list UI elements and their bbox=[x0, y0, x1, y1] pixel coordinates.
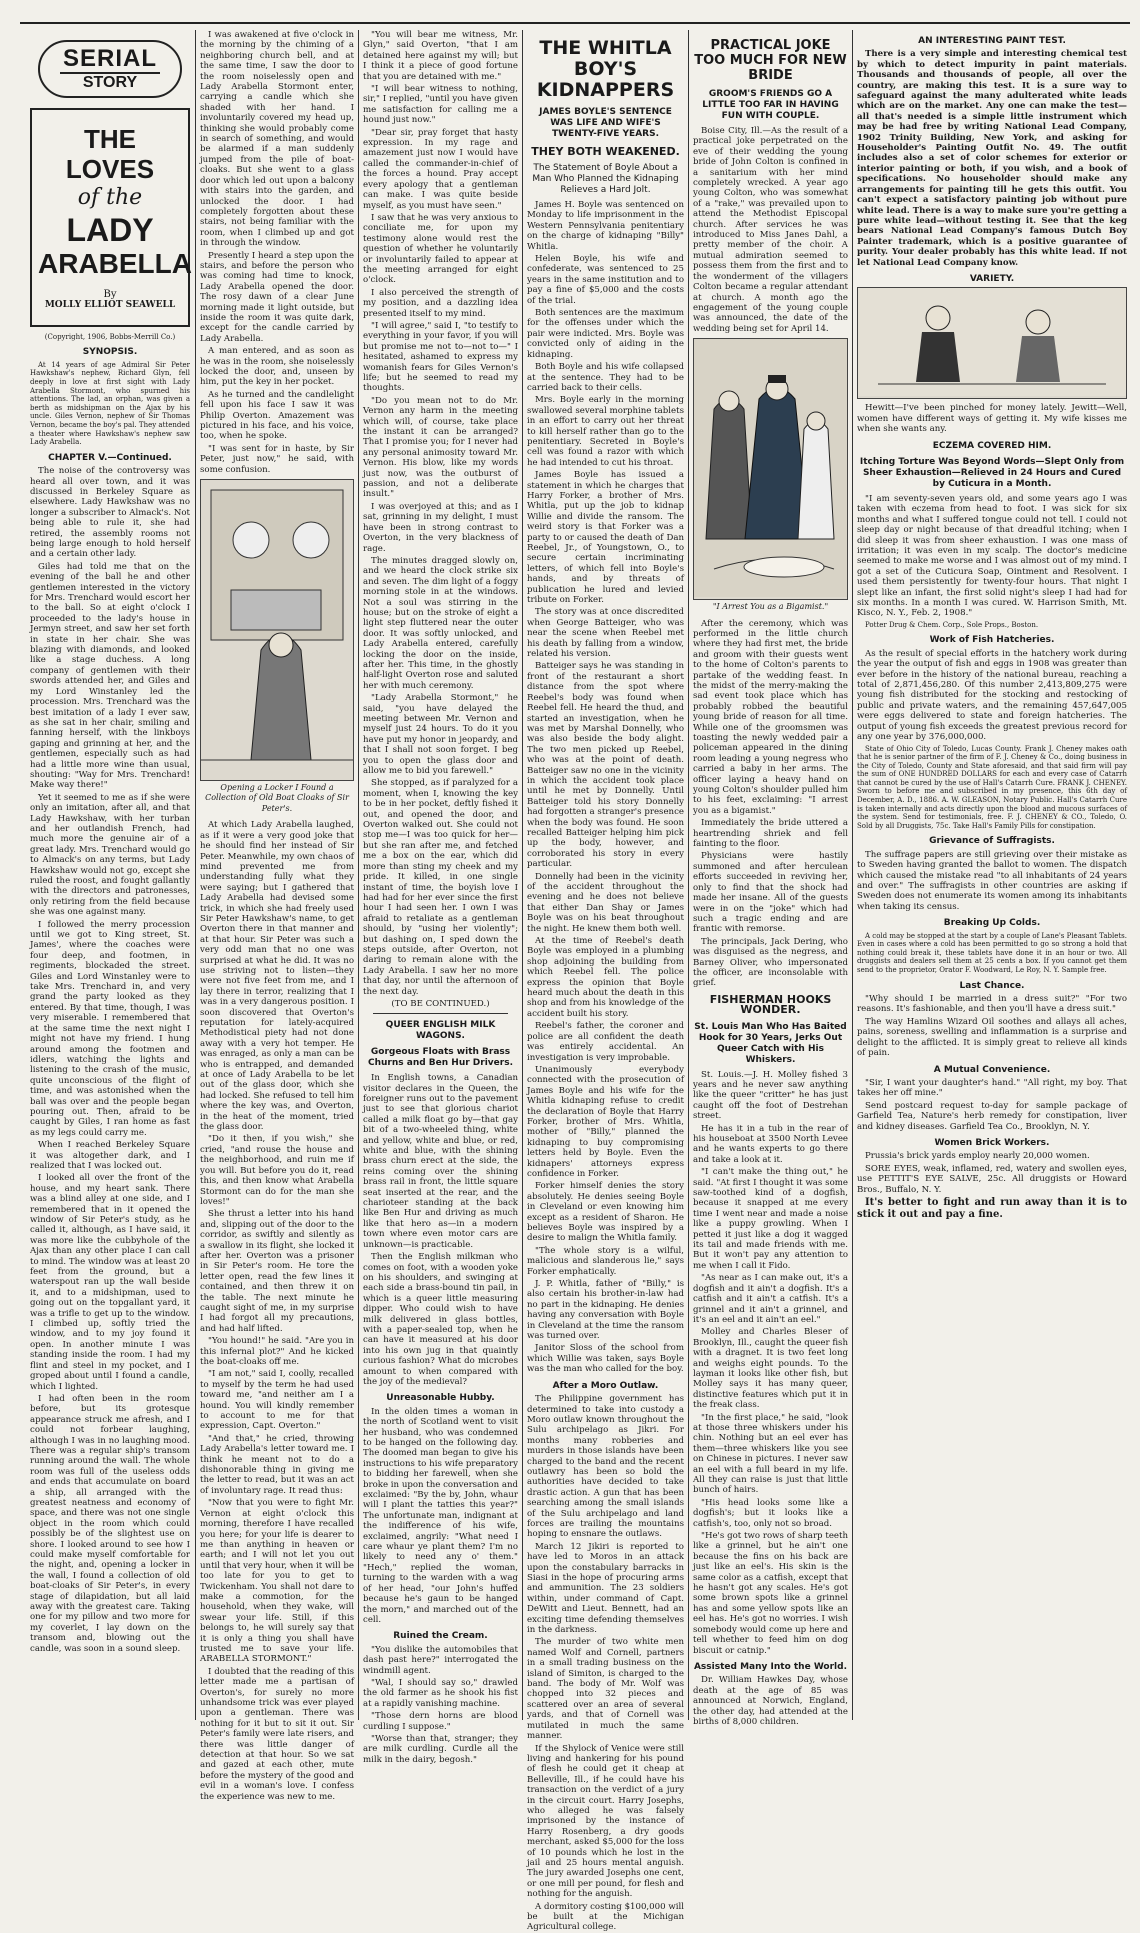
whitla-paragraph: Unanimously everybody connected with the prosecution of James Boyle and his wife for the Whitla kidnaping refuse to credit the declaration of Boyle that Harry Forker, brother of Mrs. Whitla, mother of "Billy," planned the kidnaping to buy compromising letters held by Boyle. Even the kidnapers' attorneys express confidence in Forker. bbox=[527, 1064, 684, 1179]
joke-headline: PRACTICAL JOKE TOO MUCH FOR NEW BRIDE bbox=[694, 38, 847, 83]
column-right bbox=[857, 30, 1127, 1720]
moro-paragraph: The Philippine government has determined to take into custody a Moro outlaw known throughout the Sulu archipelago as Jikri. For months many robberies and murders in those islands have been charged to the band and the recent outlawry has been so bold the authorities have decided to take drastic action. A gun that has been searching among the small islands of the Sulu archipelago and land forces are trailing the mountains hoping to ensnare the outlaws. bbox=[527, 1394, 684, 1540]
whitla-paragraph: Both Boyle and his wife collapsed at the sentence. They had to be carried back to their cells. bbox=[527, 362, 684, 393]
story-paragraph: A man entered, and as soon as he was in the room, she noiselessly locked the door, and, unseen by him, put the key in her pocket. bbox=[200, 346, 354, 388]
story-paragraph: She stopped, as if paralyzed for a moment, when I, knowing the key to be in her pocket, deftly fished it out, and opened the door, and Overton walked out. She could not stop me—I was too quick for her—but she ran after me, and fetched me a box on the ear, which did more than sting my cheek and my pride. It killed, in one single instant of time, the boyish love I had had for her ever since the first hour I had seen her. I own I was afraid to retaliate as a gentleman should, by "using her violently"; but dashing on, I sped down the steps outside, after Overton, not daring to remain alone with the Lady Arabella. I saw her no more that day, nor until the afternoon of the next day. bbox=[363, 778, 518, 997]
story-title-box bbox=[30, 108, 190, 327]
story-by: By bbox=[103, 289, 117, 300]
story-paragraph: Yet it seemed to me as if she were only an imitation, after all, and that Lady Hawkshaw, with her turban and her outlandish French, had much more the genuine air of a great lady. Mrs. Trenchard would go to Almack's on any terms, but Lady Hawkshaw would not go, except she ruled the roost, and fought gallantly with the directors and patronesses, only retiring from the field because she was one against many. bbox=[30, 792, 190, 918]
paint-paragraph: There is a very simple and interesting chemical test by which to detect impurity in paint materials. Thousands and thousands of people, all over the country, are making this test. It is a sure way to safeguard against the many adulterated white leads which are on the market. Any one can make the test—all that's needed is a simple little instrument which may be had free by writing National Lead Company, 1902 Trinity Building, New York, and asking for Householder's Painting Outfit No. 49. The outfit includes also a set of color schemes for exterior or interior painting or both, if you wish, and a book of specifications. No householder should make any arrangements for painting till he gets this outfit. You can't expect a satisfactory painting job without pure white lead. There is a way to make sure you're getting a pure white lead—without testing it. See that the keg bears National Lead Company's famous Dutch Boy Painter trademark, which is a positive guarantee of purity. Your dealer probably has this white lead. If not let National Lead Company know. bbox=[857, 49, 1127, 268]
whitla-subhead3: The Statement of Boyle About a Man Who Planned the Kidnaping Relieves a Hard Jolt. bbox=[532, 163, 679, 195]
synopsis-text: At 14 years of age Admiral Sir Peter Hawkshaw's nephew, Richard Glyn, fell deeply in love at first sight with Lady Arabella Stormont, who spurned his attentions. The lad, an orphan, was given a berth as midshipman on the Ajax by his uncle. Giles Vernon, nephew of Sir Thomas Vernon, became the boy's pal. They attended a theater where Hawkshaw's nephew saw Lady Arabella. bbox=[30, 360, 190, 447]
hubby-paragraph: In the olden times a woman in the north of Scotland went to visit her husband, who was condemned to be hanged on the following day. The doomed man began to give his instructions to his wife preparatory to bidding her farewell, when she broke in upon the conversation and exclaimed: "By the by, John, whaur will I plant the tatties this year?" The unfortunate man, indignant at the indifference of his wife, exclaimed, angrily: "What need I care whaur ye plant them? I'm no likely to need any o' them." "Hech," replied the woman, turning to the warden with a wag of her head, "our John's huffed because he's gaun to be hanged the morn," and marched out of the cell. bbox=[363, 1406, 519, 1625]
story-paragraph: "Now that you were to fight Mr. Vernon at eight o'clock this morning, therefore I have recalled you here; for your life is dearer to me than anything in heaven or earth; and I will not let you out until that very hour, when it will be too late for you to get to Twickenham. You shall not dare to make a commotion, for the household, when they wake, will swear your life. Still, if this belongs to, he will surely say that it is only a thing you shall have trusted me to save your life. ARABELLA STORMONT." bbox=[200, 1498, 354, 1665]
column-serial-2 bbox=[200, 30, 354, 1802]
milk-headline: QUEER ENGLISH MILK WAGONS. bbox=[385, 1020, 496, 1041]
story-title-line1: THE LOVES bbox=[65, 124, 155, 184]
whitla-paragraph: Janitor Sloss of the school from which Willie was taken, says Boyle was the man who called for the boy. bbox=[527, 1343, 684, 1375]
story-paragraph: I followed the merry procession until we got to King street, St. James', where the coaches were four deep, and footmen, in regiments, blockaded the street. Giles and Lord Winstanley were to take Mrs. Trenchard in, and very grand the party looked as they entered. By that time, though, I was very miserable. I remembered that at the same time the next night I might not have my friend. I hung around among the footmen and idlers, watching the lights and listening to the crash of the music, quite unconscious of the flight of time, and was astonished when the ball was over and the people began pouring out. Then, afraid to be caught by Giles, I ran home as fast as my legs could carry me. bbox=[30, 919, 190, 1138]
whitla-paragraph: "The whole story is a wilful, malicious and slanderous lie," says Forker emphatically. bbox=[527, 1245, 684, 1277]
milk-paragraph: In English towns, a Canadian visitor declares in the Queen, the foreigner runs out to the pavement just to see that glorious chariot called a milk float go by—that gay bit of a two-wheeled thing, white and yellow, white and blue, or red, white and blue, with the shining brass churn erect at the side, the reins coming over the shining brass rail in front, the little square seat inserted at the rear, and the charioteer standing at the back like Ben Hur and driving as much like that hero as—in a modern town where even motor cars are unknown—is practicable. bbox=[363, 1073, 518, 1250]
story-title-line4: ARABELLA bbox=[38, 248, 192, 279]
brick-paragraph: Prussia's brick yards employ nearly 20,000 women. bbox=[865, 1151, 1090, 1162]
column-rule bbox=[358, 30, 359, 1720]
cream-heading: Ruined the Cream. bbox=[393, 1631, 488, 1642]
arrest-illustration bbox=[693, 338, 848, 600]
column-joke bbox=[693, 30, 848, 1727]
story-paragraph: When I reached Berkeley Square it was altogether dark, and I realized that I was locked out. bbox=[30, 1140, 190, 1171]
whitla-headline: THE WHITLA BOY'S KIDNAPPERS bbox=[536, 37, 675, 101]
postal-paragraph: Send postcard request to-day for sample package of Garfield Tea, Nature's herb remedy for constipation, liver and kidney diseases. Garfield Tea Co., Brooklyn, N. Y. bbox=[857, 1100, 1127, 1132]
variety-illustration-svg bbox=[858, 288, 1126, 396]
column-serial-1 bbox=[30, 30, 190, 1720]
hubby-heading: Unreasonable Hubby. bbox=[386, 1393, 495, 1404]
story-paragraph: "I was sent for in haste, by Sir Peter, just now," he said, with some confusion. bbox=[200, 443, 354, 475]
whitla-paragraph: At the time of Reebel's death Boyle was employed in a plumbing shop adjoining the building from which Reebel fell. The police express the opinion that Boyle heard much about the death in this shop and from his knowledge of the accident built his story. bbox=[527, 936, 684, 1019]
fish-paragraph: "He's got two rows of sharp teeth like a grinnel, but he ain't one because the fins on his back are just like an eel's. His skin is the same color as a catfish, except that he hasn't got any scales. He's got some brown spots like a grinnel has and some yellow spots like an eel has. He's got no worries. I wish somebody would come up here and tell whether to feed him on dog biscuit or catnip." bbox=[693, 1531, 848, 1656]
births-heading: Assisted Many Into the World. bbox=[693, 1661, 848, 1672]
joke-subhead: GROOM'S FRIENDS GO A LITTLE TOO FAR IN HAVING FUN WITH COUPLE. bbox=[702, 89, 839, 121]
suffragists-paragraph: The suffrage papers are still grieving over their mistake as to Sweden having granted the ballot to women. The dispatch which caused the mistake read "to all inhabitants of 24 years and over." The suffragists in other countries are asking if Sweden does not enumerate its women among its inhabitants when taking its census. bbox=[857, 849, 1127, 912]
convenience-paragraph: "Sir, I want your daughter's hand." "All right, my boy. That takes her off mine." bbox=[857, 1077, 1127, 1099]
story-title-line2: of the bbox=[77, 185, 143, 210]
dormitory-paragraph: A dormitory costing $100,000 will be built at the Michigan Agricultural college. bbox=[527, 1901, 684, 1933]
story-paragraph: She thrust a letter into his hand and, slipping out of the door to the corridor, as swiftly and silently as a swallow in its flight, she locked it after her. Overton was a prisoner in Sir Peter's room. He tore the letter open, read the few lines it contained, and then threw it on the table. The next minute he caught sight of me, in my surprise I had forgot all my precautions, and had half lifted. bbox=[200, 1209, 354, 1334]
whitla-paragraph: Batteiger says he was standing in front of the restaurant a short distance from the spot where Reebel's body was found when Reebel fell. He heard the thud, and started an investigation, when he was met by Marshal Donnelly, who was also beside the body alight. The two men picked up Reebel, who was at the point of death. Batteiger saw no one in the vicinity in which the accident took place until he met by Donnelly. Until Batteiger told his story Donnelly had forgotten a stranger's presence when the body was found. He soon recalled Batteiger helping him pick up the body, however, and corroborated his story in every particular. bbox=[527, 661, 684, 870]
story-paragraph: The minutes dragged slowly on, and we heard the clock strike six and seven. The dim light of a foggy morning stole in at the windows. Not a soul was stirring in the house; but on the stroke of eight a light step fluttered near the outer door. It was softly unlocked, and Lady Arabella entered, carefully locking the door on the inside, after her. This time, in the ghostly half-light Overton rose and saluted her with much ceremony. bbox=[363, 555, 518, 691]
whitla-paragraph: J. P. Whitla, father of "Billy," is also certain his brother-in-law had no part in the kidnaping. He denies having any conversation with Boyle in Cleveland at the time the ransom was turned over. bbox=[527, 1279, 684, 1342]
cream-paragraph: "Those dern horns are blood curdling I suppose." bbox=[363, 1711, 518, 1732]
divider bbox=[373, 1013, 508, 1014]
story-paragraph: "You will bear me witness, Mr. Glyn," said Overton, "that I am detained here against my will; but I think it a piece of good fortune that you are detained with me." bbox=[363, 30, 518, 82]
column-serial-3 bbox=[363, 30, 519, 1765]
arrest-caption: "I Arrest You as a Bigamist." bbox=[712, 602, 829, 612]
colds-heading: Breaking Up Colds. bbox=[943, 918, 1041, 929]
eczema-footer: Potter Drug & Chem. Corp., Sole Props., Boston. bbox=[865, 620, 1039, 629]
eczema-paragraph: "I am seventy-seven years old, and some years ago I was taken with eczema from head to foot. I was sick for six months and what I suffered tongue could not tell. I could not sleep day or night because of that dreadful itching; when I did sleep it was from sheer exhaustion. I was one mass of irritation; it was even in my scalp. The doctor's medicine seemed to make me worse and I was almost out of my mind. I got a set of the Cuticura Soap, Ointment and Resolvent. I used them persistently for twenty-four hours. That night I slept like an infant, the first solid night's sleep I had had for six months. In a month I was cured. W. Harrison Smith, Mt. Kisco, N. Y., Feb. 2, 1908." bbox=[857, 493, 1127, 619]
whitla-paragraph: Forker himself denies the story absolutely. He denies seeing Boyle in Cleveland or even knowing him except as a resident of Sharon. He believes Boyle was inspired by a desire to malign the Whitla family. bbox=[527, 1181, 684, 1244]
story-paragraph: "I will agree," said I, "to testify to everything in your favor, if you will but promise me not to—not to—" I hesitated, ashamed to express my womanish fears for Giles Vernon's life; but he seemed to read my thoughts. bbox=[363, 320, 518, 394]
moro-heading: After a Moro Outlaw. bbox=[552, 1380, 659, 1391]
whitla-paragraph: The story was at once discredited when George Batteiger, who was near the scene when Reebel met his death by falling from a window, related his version. bbox=[527, 607, 684, 660]
locker-caption: Opening a Locker I Found a Collection of Old Boat Cloaks of Sir Peter's. bbox=[205, 783, 349, 813]
whitla-paragraph: James Boyle has issued a statement in which he charges that Harry Forker, a brother of Mrs. Whitla, put up the job to kidnap Willie and divide the ransom. The weird story is that Forker was a party to or caused the death of Dan Reebel, Jr., of Youngstown, O., to secure certain incriminating letters, of which fell into Boyle's hands, and by threats of publication he lured and levied tribute on Forker. bbox=[527, 470, 684, 606]
story-paragraph: I was overjoyed at this; and as I sat, grinning in my delight, I must have been in strong contrast to Overton, in the very blackness of rage. bbox=[363, 501, 518, 554]
story-paragraph: I saw that he was very anxious to conciliate me, for upon my testimony alone would rest the question of whether he voluntarily or involuntarily failed to appear at the meeting arranged for eight o'clock. bbox=[363, 212, 518, 286]
story-paragraph: "I will bear witness to nothing, sir," I replied, "until you have given me satisfaction for calling me a hound just now." bbox=[363, 84, 518, 126]
story-paragraph: I was awakened at five o'clock in the morning by the chiming of a neighboring church bell, and at the same time, I saw the door to the room noiselessly open and Lady Arabella Stormont enter, carrying a candle which she shaded with her hand. I involuntarily covered my head up, thinking she would probably come in search of something, and would be alarmed if a man suddenly jumped from the pile of boat-cloaks. But she went to a glass door which led out upon a balcony with stairs into the garden, and unlocked the door. I had completely forgotten about these stairs, not being familiar with the room, when I climbed up and got in through the window. bbox=[200, 30, 354, 249]
chance-paragraph: "Why should I be married in a dress suit?" "For two reasons. It's fashionable, and then you'll have a dress suit." bbox=[857, 994, 1127, 1015]
hatcheries-heading: Work of Fish Hatcheries. bbox=[929, 635, 1055, 646]
arrest-illustration-svg bbox=[694, 339, 847, 597]
joke-paragraph: The principals, Jack Dering, who was disguised as the negress, and Barney Oliver, who impersonated the officer, are inconsolable with grief. bbox=[693, 936, 848, 989]
serial-badge-bottom: STORY bbox=[60, 72, 160, 92]
joke-paragraph: Boise City, Ill.—As the result of a practical joke perpetrated on the eve of their wedding the young bride of John Colton is confined in a sanitarium with her mind completely wrecked. A year ago young Colton, who was somewhat of a "rake," was prevailed upon to attend the Methodist Episcopal church. After services he was introduced to Miss Janes Dahl, a pretty member of the choir. A mutual admiration seemed to possess them from the first and to the wonderment of the villagers Colton became a regular attendant at church. A month ago the engagement of the young couple was announced, the date of the wedding being set for April 14. bbox=[693, 126, 848, 334]
synopsis-heading: SYNOPSIS. bbox=[82, 347, 138, 358]
to-be-continued: (TO BE CONTINUED.) bbox=[391, 998, 490, 1009]
cream-paragraph: "Worse than that, stranger; they are milk curdling. Curdle all the milk in the dairy, begosh." bbox=[363, 1733, 518, 1765]
whitla-paragraph: Reebel's father, the coroner and police are all confident the death was entirely accidental. An investigation is very improbable. bbox=[527, 1021, 684, 1063]
variety-illustration bbox=[857, 287, 1127, 399]
story-copyright: (Copyright, 1906, Bobbs-Merrill Co.) bbox=[44, 332, 176, 341]
whitla-paragraph: Donnelly had been in the vicinity of the accident throughout the evening and he does not believe that either Dan Shay or James Boyle was on his beat throughout the night. He knew them both well. bbox=[527, 871, 684, 934]
fight-paragraph: It's better to fight and run away than it is to stick it out and pay a fine. bbox=[857, 1196, 1127, 1220]
serial-story-badge bbox=[38, 40, 182, 98]
story-paragraph: I had often been in the room before, but its grotesque appearance struck me afresh, and I could not forbear laughing, although I was in no laughing mood. There was a regular ship's transom running around the wall. The whole room was full of the useless odds and ends that accumulate on board a ship, all arranged with the greatest neatness and economy of space, and there was not one single object in the room which could possibly be of the slightest use on shore. I looked around to see how I could make myself comfortable for the night, and, opening a locker in the wall, I found a collection of old boat-cloaks of Sir Peter's, in every stage of dilapidation, but all laid away with the greatest care. Taking one for my pillow and two more for my coverlet, I lay down on the transom and, blowing out the candle, was soon in a sound sleep. bbox=[30, 1393, 190, 1654]
variety-paragraph: Hewitt—I've been pinched for money lately. Jewitt—Well, women have different ways of getting it. My wife kisses me when she wants any. bbox=[857, 403, 1127, 435]
cream-paragraph: "Wal, I should say so," drawled the old farmer as he shook his fist at a rapidly vanishing machine. bbox=[363, 1677, 518, 1709]
whitla-subhead2: THEY BOTH WEAKENED. bbox=[531, 145, 680, 158]
story-paragraph: "Dear sir, pray forget that hasty expression. In my rage and amazement just now I would have called the commander-in-chief of the forces a hound. Pray accept every apology that a gentleman can make. I was quite beside myself, as you must have seen." bbox=[363, 127, 518, 211]
column-rule bbox=[195, 30, 196, 1720]
story-paragraph: "Lady Arabella Stormont," he said, "you have delayed the meeting between Mr. Vernon and myself just 24 hours. To do it you have put my honor in jeopardy, and that I shall not soon forget. I beg you to open the glass door and allow me to bid you farewell." bbox=[363, 693, 518, 777]
joke-paragraph: After the ceremony, which was performed in the little church where they had first met, the bride and groom with their guests went to the home of Colton's parents to partake of the wedding feast. In the midst of the merry-making the sad event took place which has probably robbed the beautiful young bride of reason for all time. While one of the groomsmen was toasting the newly wedded pair a policeman appeared in the dining room leading a young negress who carried a baby in her arms. The officer laying a heavy hand on young Colton's shoulder pulled him to his feet, exclaiming: "I arrest you as a bigamist." bbox=[693, 618, 848, 816]
fish-paragraph: "In the first place," he said, "look at those three whiskers under his chin. Nothing but an eel ever has them—three whiskers like you see on Chinese in pictures. I never saw an eel with a full beard in my life. All they can raise is just that little bunch of hairs. bbox=[693, 1412, 848, 1496]
story-paragraph: I looked all over the front of the house, and my heart sank. There was a blind alley at one side, and I remembered that in it opened the window of Sir Peter's study, as he called it, although, as I have said, it was more like the cubbyhole of the Ajax than any other place I can call to mind. The window was at least 20 feet from the ground, but a waterspout ran up the wall beside it, and to a midshipman, used to going out on the topgallant yard, it was a trifle to get up to the window. I climbed up, softly tried the window, and to my joy found it open. In another minute I was standing inside the room. I had my flint and steel in my pocket, and I groped about until I found a candle, which I lighted. bbox=[30, 1173, 190, 1392]
hatcheries-paragraph: As the result of special efforts in the hatchery work during the year the output of fish and eggs in 1908 was greater than ever before in the history of the national bureau, reaching a total of 2,871,456,280. Of this number 2,413,809,275 were young fish distributed for the stocking and restocking of public and private waters, and the remaining 457,647,005 were eggs delivered to state and foreign hatcheries. The output of young fish exceeds the greatest previous record for any one year by 376,000,000. bbox=[857, 648, 1127, 743]
story-paragraph: The noise of the controversy was heard all over town, and it was discussed in Berkeley Square as elsewhere. Lady Hawkshaw was no longer a subscriber to Almack's. Not being able to rule it, she had retired, the assembly rooms not being large enough to hold herself and a certain other lady. bbox=[30, 466, 190, 560]
colds-paragraph: A cold may be stopped at the start by a couple of Lane's Pleasant Tablets. Even in cases where a cold has been permitted to go so strong a hold that nothing could break it, these tablets have done it in an hour or two. All druggists and dealers sell them at 25 cents a box. If you cannot get them send to the proprietor, Orator F. Woodward, Le Roy, N. Y. Sample free. bbox=[857, 931, 1127, 975]
moro-paragraph: The murder of two white men named Wolf and Cornell, partners in a small trading business on the island of Simiton, is charged to the band. The body of Mr. Wolf was chopped into 32 pieces and scattered over an area of several yards, and that of Cornell was mutilated in much the same manner. bbox=[527, 1637, 684, 1742]
fish-paragraph: Molley and Charles Bleser of Brooklyn, Ill., caught the queer fish with a dragnet. It is two feet long and weighs eight pounds. To the layman it looks like other fish, but Molley says it has many queer, distinctive features which put it in the freak class. bbox=[693, 1327, 848, 1411]
fish-paragraph: St. Louis.—J. H. Molley fished 3 years and he never saw anything like the queer "critter" he has just caught off the foot of Destrehan street. bbox=[693, 1069, 848, 1122]
story-paragraph: At which Lady Arabella laughed, as if it were a very good joke that he should find her instead of Sir Peter. Meanwhile, my own chaos of mind prevented me from understanding fully what they were saying; but I gathered that Lady Arabella had devised some trick, in which she had freely used Sir Peter Hawkshaw's name, to get Overton there in that manner and at that hour. Sir Peter was such a very odd man that no one was surprised at what he did. It was no use striving not to listen—they were not five feet from me, and I lay there in terror, realizing that I was in a very dangerous position. I soon discovered that Overton's reputation for lately-acquired Methodistical piety had not done away with a very hot temper. He was enraged, as only a man can be who is entrapped, and demanded at once of Lady Arabella to be let out of the glass door, which she had locked. She refused to tell him where the key was, and Overton, in the heat of the moment, tried the glass door. bbox=[200, 820, 354, 1133]
legal-notice: State of Ohio City of Toledo, Lucas County. Frank J. Cheney makes oath that he is senior partner of the firm of F. J. Cheney & Co., doing business in the City of Toledo, County and State aforesaid, and that said firm will pay the sum of ONE HUNDRED DOLLARS for each and every case of Catarrh that cannot be cured by the use of Hall's Catarrh Cure. FRANK J. CHENEY. Sworn to before me and subscribed in my presence, this 6th day of December, A. D., 1886. A. W. GLEASON, Notary Public. Hall's Catarrh Cure is taken internally and acts directly upon the blood and mucous surfaces of the system. Send for testimonials, free. F. J. CHENEY & CO., Toledo, O. Sold by all Druggists, 75c. Take Hall's Family Pills for constipation. bbox=[857, 744, 1127, 830]
chance-heading: Last Chance. bbox=[959, 980, 1025, 991]
story-paragraph: I also perceived the strength of my position, and a dazzling idea presented itself to my mind. bbox=[363, 287, 518, 319]
whitla-subhead: JAMES BOYLE'S SENTENCE WAS LIFE AND WIFE'S TWENTY-FIVE YEARS. bbox=[539, 107, 672, 139]
eczema-heading: ECZEMA COVERED HIM. bbox=[932, 440, 1052, 451]
top-border bbox=[20, 22, 1130, 24]
column-rule bbox=[852, 30, 853, 1720]
whitla-paragraph: Mrs. Boyle early in the morning swallowed several morphine tablets in an effort to carry out her threat to kill herself rather than go to the penitentiary. Secreted in Boyle's cell was found a razor with which he had intended to cut his throat. bbox=[527, 395, 684, 468]
story-title-line3: LADY bbox=[66, 212, 154, 248]
story-paragraph: "And that," he cried, throwing Lady Arabella's letter toward me. I think he meant not to do a dishonorable thing in giving me the letter to read, but it was an act of involuntary rage. It read thus: bbox=[200, 1433, 354, 1496]
milk-subhead: Gorgeous Floats with Brass Churns and Ben Hur Drivers. bbox=[367, 1047, 513, 1069]
whitla-paragraph: Both sentences are the maximum for the offenses under which the pair were indicted. Mrs. Boyle was convicted only of aiding in the kidnaping. bbox=[527, 308, 684, 360]
joke-paragraph: Immediately the bride uttered a heartrending shriek and fell fainting to the floor. bbox=[693, 818, 848, 850]
column-rule bbox=[688, 30, 689, 1720]
column-whitla bbox=[527, 30, 684, 1933]
story-paragraph: I doubted that the reading of this letter made me a partisan of Overton's, for surely no more unhandsome trick was ever played upon a gentleman. There was nothing for it but to sit it out. Sir Peter's family were late risers, and there was little danger of detection at that hour. So we sat and gazed at each other, mute before the mystery of the good and evil in a woman's love. I confess the experience was new to me. bbox=[200, 1666, 354, 1802]
column-rule bbox=[522, 30, 523, 1720]
fish-paragraph: "As near as I can make out, it's a dogfish and it ain't a dogfish. It's a catfish and it ain't a catfish. It's a grinnel and it ain't a grinnel, and it's an eel and it ain't an eel." bbox=[693, 1273, 848, 1325]
whitla-paragraph: Helen Boyle, his wife and confederate, was sentenced to 25 years in the same institution and to pay a fine of $5,000 and the costs of the trial. bbox=[527, 254, 684, 306]
story-paragraph: "You hound!" he said. "Are you in this infernal plot?" And he kicked the boat-cloaks off me. bbox=[200, 1336, 354, 1367]
story-paragraph: Presently I heard a step upon the stairs, and before the person who was coming had time to knock, Lady Arabella opened the door. The rosy dawn of a clear June morning made it light outside, but inside the room it was quite dark, except for the candle carried by Lady Arabella. bbox=[200, 250, 354, 344]
chapter-heading: CHAPTER V.—Continued. bbox=[48, 452, 172, 463]
fish-paragraph: "I can't make the thing out," he said. "At first I thought it was some saw-toothed kind of a dogfish, because it snapped at me every time I went near and made a noise like a puppy growling. When I petted it just like a dog it wagged its tail and made friends with me. But it won't pay any attention to me when I call it Fido. bbox=[693, 1167, 848, 1271]
whitla-paragraph: James H. Boyle was sentenced on Monday to life imprisonment in the Western Pennsylvania penitentiary on the charge of kidnaping "Billy" Whitla. bbox=[527, 200, 684, 252]
variety-heading: VARIETY. bbox=[969, 273, 1015, 284]
eczema-subhead: Itching Torture Was Beyond Words—Slept Only from Sheer Exhaustion—Relieved in 24 Hours and Cured by Cuticura in a Month. bbox=[859, 456, 1125, 489]
serial-badge-top: SERIAL bbox=[62, 45, 157, 72]
locker-illustration bbox=[200, 479, 354, 781]
milk-paragraph: Then the English milkman who comes on foot, with a wooden yoke on his shoulders, and swinging at each side a brass-bound tin pail, in which is a queer little measuring dipper. Who could wish to have milk delivered in glass bottles, with a paper-sealed top, when he can have it measured at his door into his own jug in that quaintly curious fashion? What do microbes amount to when compared with the joy of the medieval? bbox=[363, 1252, 518, 1387]
paint-heading: AN INTERESTING PAINT TEST. bbox=[918, 36, 1066, 46]
fisherman-headline: FISHERMAN HOOKS WONDER. bbox=[709, 992, 832, 1017]
shylock-paragraph: If the Shylock of Venice were still living and hankering for his pound of flesh he could get it cheap at Belleville, Ill., if he could have his transaction on the verdict of a jury in the circuit court. Harry Josephs, who alleged he was falsely imprisoned by the instance of Harry Rosenberg, a dry goods merchant, asked $5,000 for the loss of 10 pounds which he lost in the jail and 25 hours mental anguish. The jury awarded Josephs one cent, or one mill per pound, for flesh and nothing for the anguish. bbox=[527, 1743, 684, 1900]
sore-eyes-paragraph: SORE EYES, weak, inflamed, red, watery and swollen eyes, use PETTIT'S EYE SALVE, 25c. All druggists or Howard Bros., Buffalo, N. Y. bbox=[857, 1163, 1127, 1195]
cream-paragraph: "You dislike the automobiles that dash past here?" interrogated the windmill agent. bbox=[363, 1644, 518, 1676]
story-author: MOLLY ELLIOT SEAWELL bbox=[44, 300, 176, 311]
brick-heading: Women Brick Workers. bbox=[934, 1137, 1050, 1148]
story-paragraph: Giles had told me that on the evening of the ball he and other gentlemen interested in the victory for Mrs. Trenchard would escort her to the ball. So at eight o'clock I proceeded to the lady's house in Jermyn street, and saw her set forth in state in her chair. She was blazing with diamonds, and looked like a stage duchess. A long company of gentlemen with their swords attended her, and Giles and my Lord Winstanley led the procession. Mrs. Trenchard was the best imitation of a lady I ever saw, as she sat in her chair, smiling and fanning herself, with the linkboys gaping and grinning at her, and the gentlemen, especially such as had had a little more wine than usual, shouting: "Way for Mrs. Trenchard! Make way there!" bbox=[30, 561, 190, 791]
story-paragraph: As he turned and the candlelight fell upon his face I saw it was Philip Overton. Amazement was pictured in his face, and his voice, too, when he spoke. bbox=[200, 389, 354, 442]
fisherman-subhead: St. Louis Man Who Has Baited Hook for 30 Years, Jerks Out Queer Catch with His Whiskers. bbox=[694, 1021, 847, 1065]
births-paragraph: Dr. William Hawkes Day, whose death at the age of 85 was announced at Norwich, England, the other day, had attended at the births of 8,000 children. bbox=[693, 1675, 848, 1727]
convenience-heading: A Mutual Convenience. bbox=[933, 1064, 1051, 1075]
story-paragraph: "Do it then, if you wish," she cried, "and rouse the house and the neighborhood, and ruin me if you will. But before you do it, read this, and then know what Arabella Stormont can do for the man she loves!" bbox=[200, 1134, 354, 1207]
moro-paragraph: March 12 Jikiri is reported to have led to Moros in an attack upon the constabulary barracks in Siasi in the hope of procuring arms and ammunition. The 23 soldiers within, under command of Capt. DeWitt and Lieut. Bennett, had an exciting time defending themselves in the darkness. bbox=[527, 1541, 684, 1636]
suffragists-heading: Grievance of Suffragists. bbox=[929, 836, 1055, 847]
fish-paragraph: He has it in a tub in the rear of his houseboat at 3500 North Levee and he wants experts to go there and take a look at it. bbox=[693, 1123, 848, 1165]
story-paragraph: "Do you mean not to do Mr. Vernon any harm in the meeting which will, of course, take place the instant it can be arranged? That I promise you; for I never had any personal animosity toward Mr. Vernon. His blow, like my words just now, was the outburst of passion, and not a deliberate insult." bbox=[363, 395, 518, 500]
joke-paragraph: Physicians were hastily summoned and after herculean efforts succeeded in reviving her, only to find that the shock had made her insane. All of the guests were in on the "joke" which had such a tragic ending and are frantic with remorse. bbox=[693, 851, 848, 935]
hamlins-paragraph: The way Hamlins Wizard Oil soothes and allays all aches, pains, soreness, swelling and inflammation is a surprise and delight to the afflicted. It is simply great to relieve all kinds of pain. bbox=[857, 1016, 1127, 1059]
locker-illustration-svg bbox=[201, 480, 353, 778]
fish-paragraph: "His head looks some like a dogfish's; but it looks like a catfish's, too, only not so broad. bbox=[693, 1497, 848, 1529]
story-paragraph: "I am not," said I, coolly, recalled to myself by the term he had used toward me, "and neither am I a hound. You will kindly remember to account to me for that expression, Capt. Overton." bbox=[200, 1369, 354, 1432]
